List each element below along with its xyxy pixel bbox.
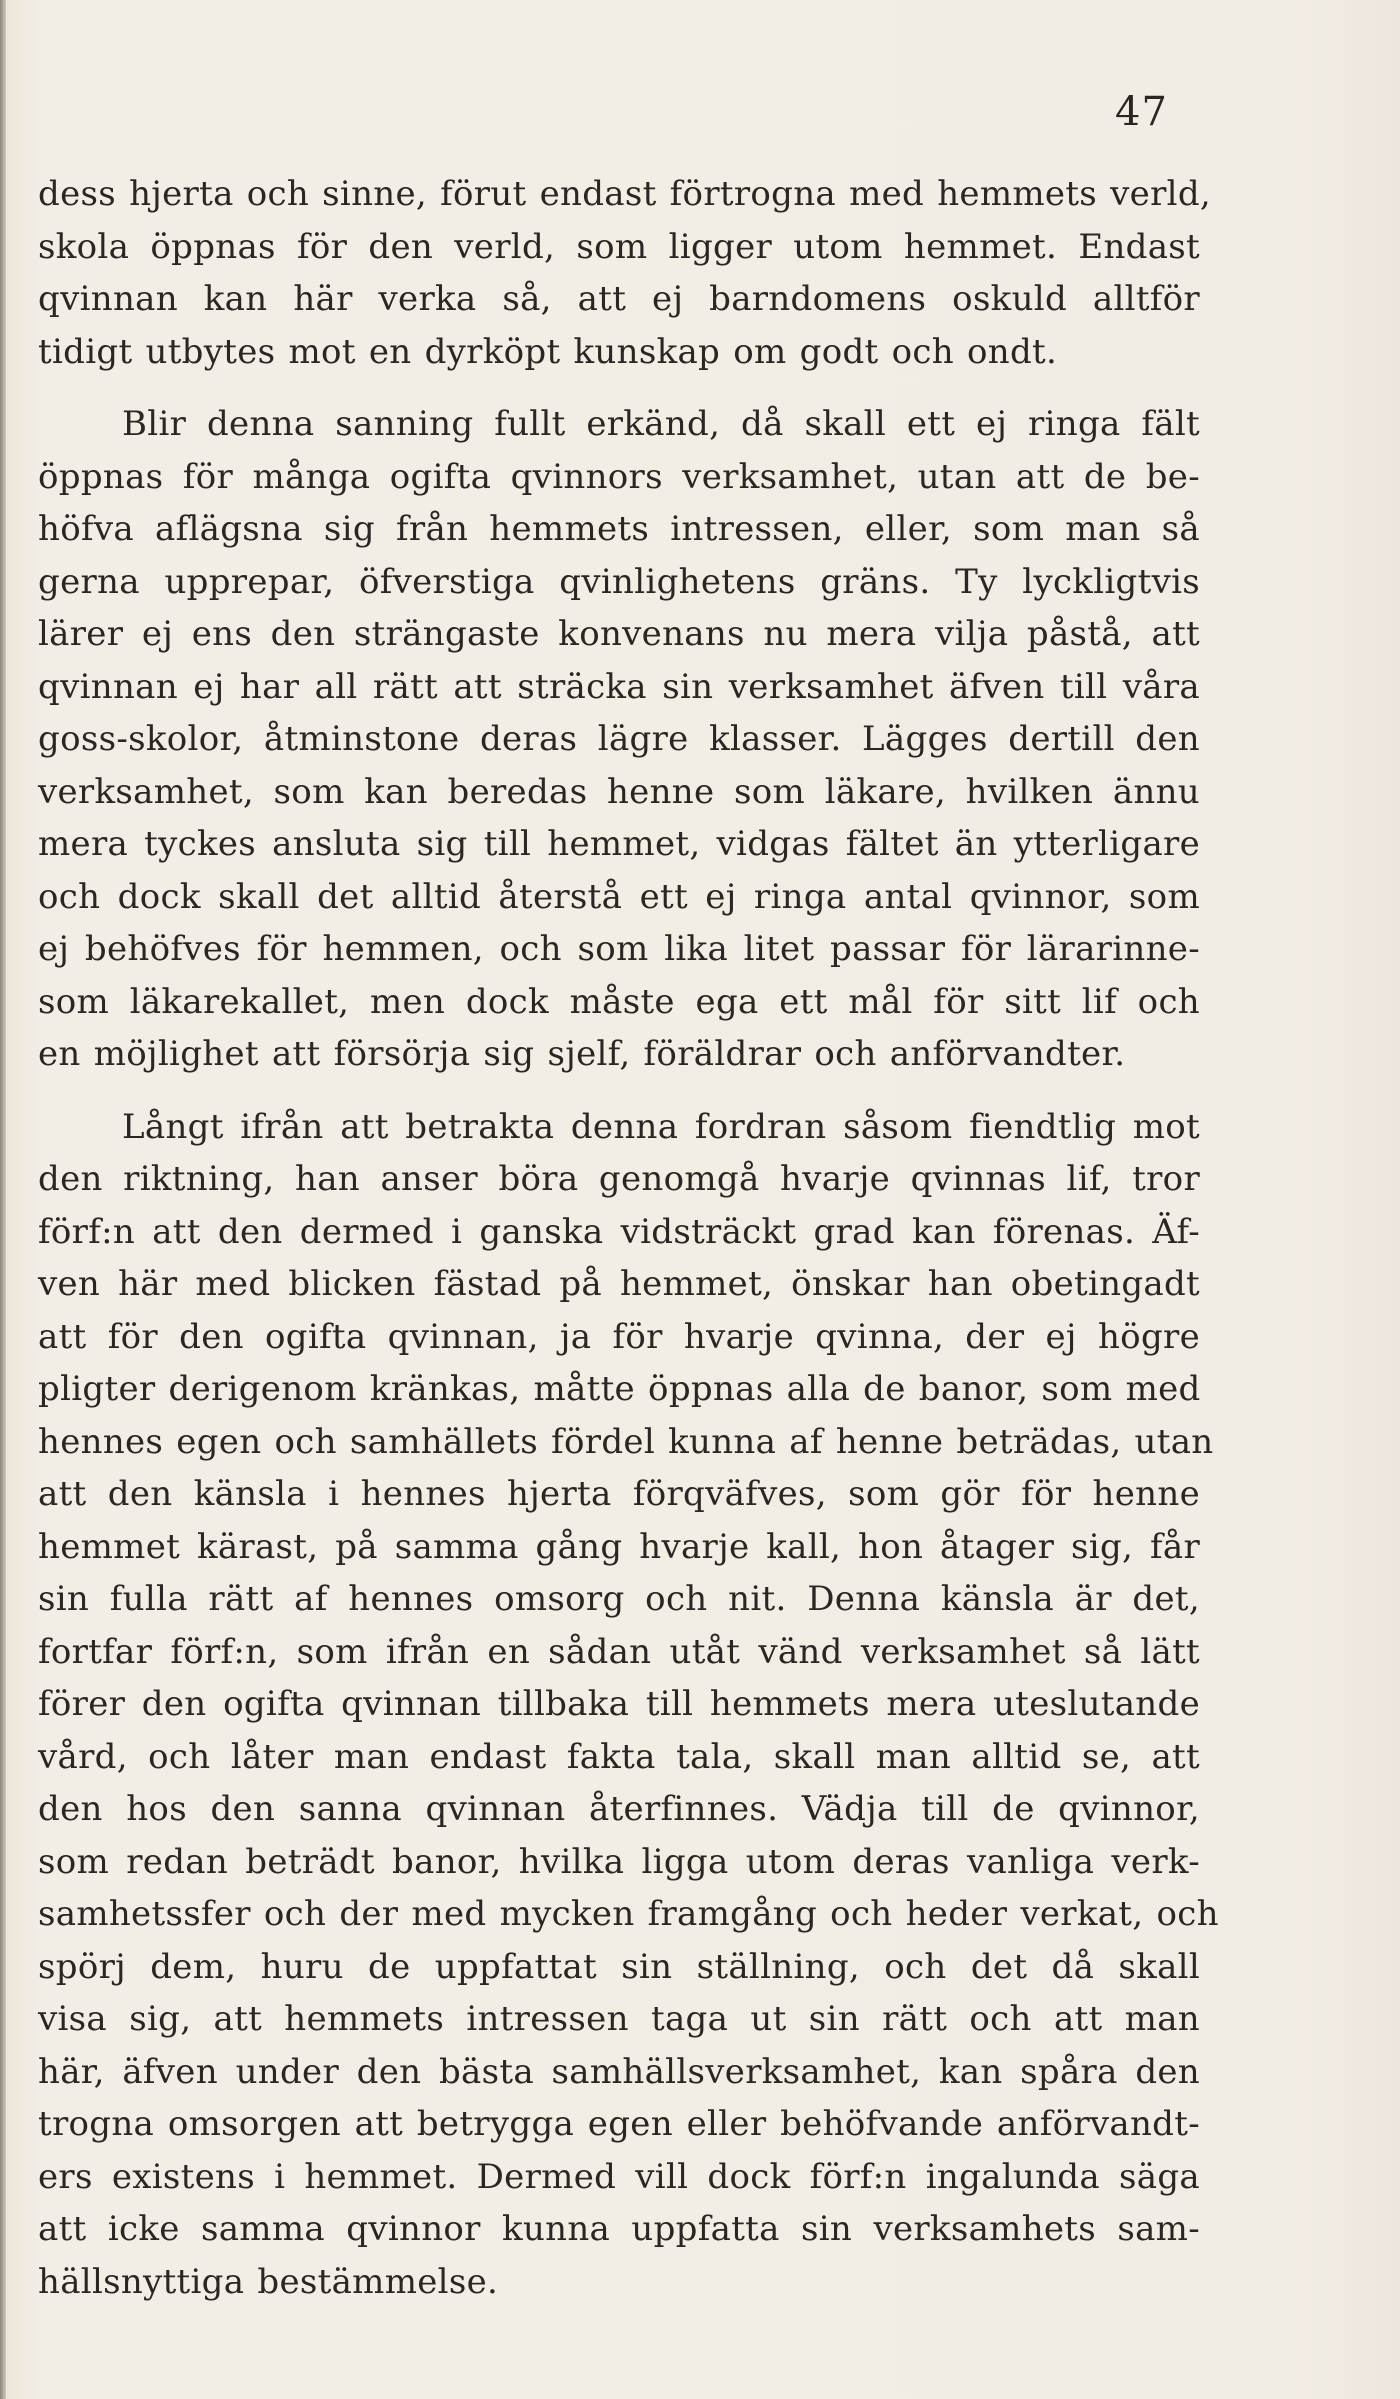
text-line: hemmet kärast, på samma gång hvarje kall, hon åtager sig, får: [38, 1526, 1200, 1567]
text-line: lärer ej ens den strängaste konvenans nu mera vilja påstå, att: [38, 614, 1200, 654]
text-line: förer den ogifta qvinnan tillbaka till hemmets mera uteslutande: [38, 1684, 1200, 1724]
binding-edge: [0, 0, 6, 2399]
text-line: som läkarekallet, men dock måste ega ett mål för sitt lif och: [38, 981, 1200, 1022]
body-text: [38, 168, 1219, 2308]
text-line: skola öppnas för den verld, som ligger utom hemmet. Endast: [38, 226, 1200, 267]
paragraph: [38, 168, 1211, 378]
text-line: fortfar förf:n, som ifrån en sådan utåt vänd verksamhet så lätt: [38, 1631, 1200, 1672]
text-line: förf:n att den dermed i ganska vidsträckt grad kan förenas. Äf-: [38, 1211, 1200, 1252]
text-line: ven här med blicken fästad på hemmet, önskar han obetingadt: [38, 1264, 1200, 1304]
text-line: Blir denna sanning fullt erkänd, då skall ett ej ringa fält: [122, 404, 1200, 444]
text-line: hällsnyttiga bestämmelse.: [38, 2261, 499, 2302]
text-line: höfva aflägsna sig från hemmets intressen, eller, som man så: [38, 509, 1200, 549]
paragraph: [38, 398, 1200, 1081]
text-line: en möjlighet att försörja sig sjelf, föräldrar och anförvandter.: [38, 1034, 1126, 1074]
text-line: som redan beträdt banor, hvilka ligga utom deras vanliga verk-: [38, 1841, 1200, 1882]
text-line: gerna upprepar, öfverstiga qvinlighetens gräns. Ty lyckligtvis: [38, 561, 1200, 602]
text-line: den riktning, han anser böra genomgå hvarje qvinnas lif, tror: [38, 1159, 1200, 1199]
paragraph: [38, 1101, 1219, 2309]
paragraph-gap: [38, 378, 1200, 398]
text-line: verksamhet, som kan beredas henne som läkare, hvilken ännu: [38, 771, 1200, 812]
text-line: den hos den sanna qvinnan återfinnes. Vädja till de qvinnor,: [38, 1789, 1200, 1829]
text-line: tidigt utbytes mot en dyrköpt kunskap om godt och ondt.: [38, 331, 1058, 372]
text-line: Långt ifrån att betrakta denna fordran såsom fiendtlig mot: [122, 1106, 1200, 1147]
text-line: hennes egen och samhällets fördel kunna af henne beträdas, utan: [38, 1421, 1214, 1462]
text-line: pligter derigenom kränkas, måtte öppnas alla de banor, som med: [38, 1369, 1201, 1409]
text-line: ers existens i hemmet. Dermed vill dock förf:n ingalunda säga: [38, 2156, 1200, 2197]
text-line: att för den ogifta qvinnan, ja för hvarje qvinna, der ej högre: [38, 1316, 1200, 1357]
text-line: ej behöfves för hemmen, och som lika litet passar för lärarinne-: [38, 929, 1200, 969]
text-line: qvinnan ej har all rätt att sträcka sin verksamhet äfven till våra: [38, 666, 1200, 707]
text-line: sin fulla rätt af hennes omsorg och nit. Denna känsla är det,: [38, 1579, 1200, 1619]
text-line: visa sig, att hemmets intressen taga ut sin rätt och att man: [38, 1999, 1200, 2039]
text-line: spörj dem, huru de uppfattat sin ställning, och det då skall: [38, 1946, 1200, 1987]
text-line: och dock skall det alltid återstå ett ej ringa antal qvinnor, som: [38, 876, 1200, 917]
paragraph-gap: [38, 1081, 1200, 1101]
text-line: här, äfven under den bästa samhällsverksamhet, kan spåra den: [38, 2051, 1200, 2092]
text-line: öppnas för många ogifta qvinnors verksamhet, utan att de be-: [38, 456, 1200, 497]
text-line: mera tyckes ansluta sig till hemmet, vidgas fältet än ytterligare: [38, 824, 1200, 864]
text-line: qvinnan kan här verka så, att ej barndomens oskuld alltför: [38, 279, 1200, 319]
text-line: att icke samma qvinnor kunna uppfatta sin verksamhets sam-: [38, 2209, 1200, 2249]
text-line: samhetssfer och der med mycken framgång och heder verkat, och: [38, 1894, 1219, 1934]
page-number: 47: [1115, 89, 1168, 135]
text-line: trogna omsorgen att betrygga egen eller behöfvande anförvandt-: [38, 2104, 1200, 2144]
text-line: att den känsla i hennes hjerta förqväfves, som gör för henne: [38, 1474, 1200, 1514]
text-line: goss-skolor, åtminstone deras lägre klasser. Lägges dertill den: [38, 719, 1200, 759]
text-line: dess hjerta och sinne, förut endast förtrogna med hemmets verld,: [38, 174, 1211, 214]
text-line: vård, och låter man endast fakta tala, skall man alltid se, att: [38, 1736, 1200, 1777]
